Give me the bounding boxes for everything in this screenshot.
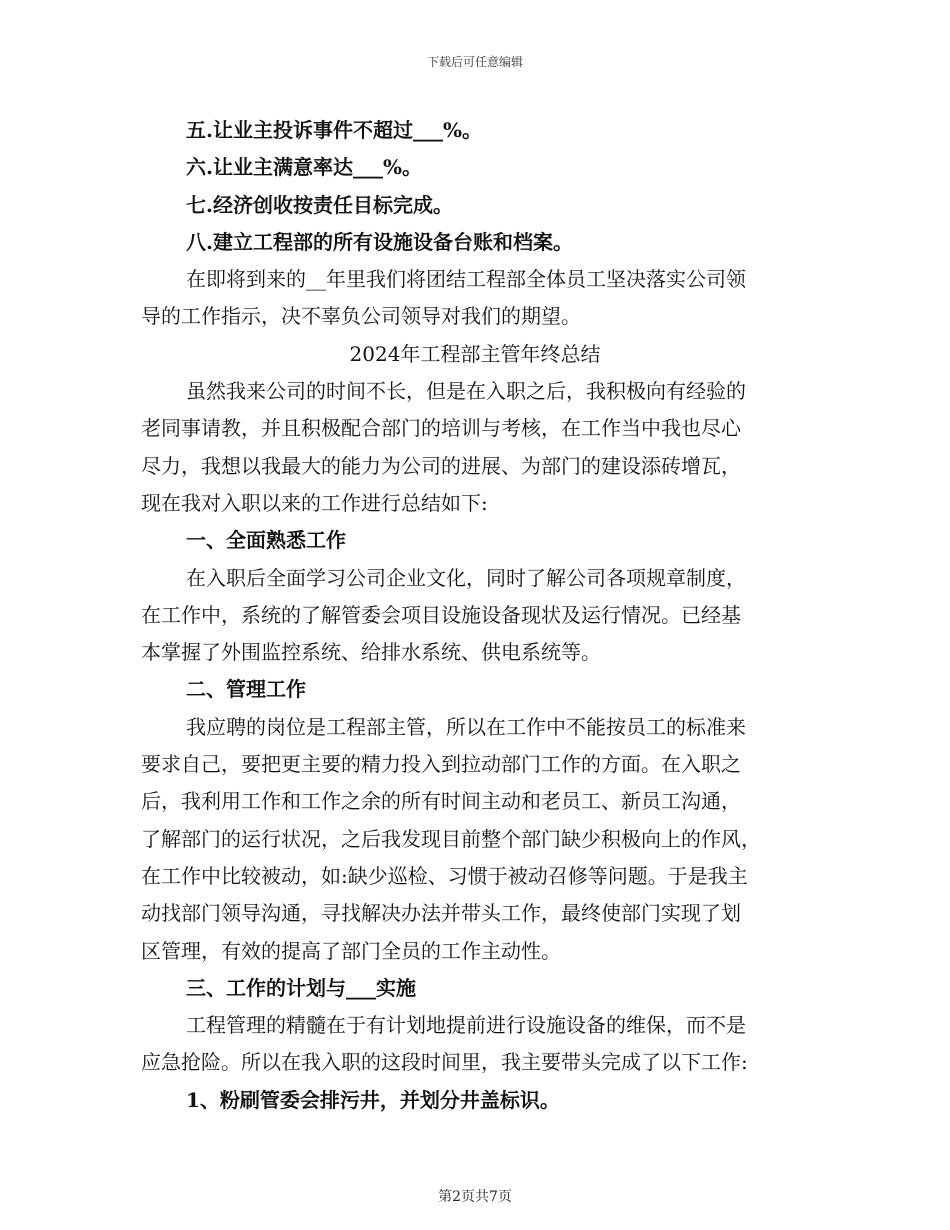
section-heading: 三、工作的计划与___实施 xyxy=(186,975,416,1000)
paragraph-line: 在即将到来的__年里我们将团结工程部全体员工坚决落实公司领 xyxy=(186,267,746,292)
paragraph-line: 在工作中比较被动，如:缺少巡检、习惯于被动召修等问题。于是我主 xyxy=(141,863,748,888)
page-header: 下载后可任意编辑 xyxy=(426,55,523,69)
paragraph-line: 工程管理的精髓在于有计划地提前进行设施设备的维保，而不是 xyxy=(186,1013,746,1038)
paragraph-line: 导的工作指示，决不辜负公司领导对我们的期望。 xyxy=(141,304,581,329)
section-heading: 七.经济创收按责任目标完成。 xyxy=(186,192,453,217)
document-body xyxy=(141,112,809,1119)
document-title: 2024年工程部主管年终总结 xyxy=(349,341,601,366)
section-heading: 一、全面熟悉工作 xyxy=(186,528,346,553)
paragraph-line: 现在我对入职以来的工作进行总结如下: xyxy=(141,490,488,515)
paragraph-line: 我应聘的岗位是工程部主管，所以在工作中不能按员工的标准来 xyxy=(186,714,746,739)
paragraph-line: 后，我利用工作和工作之余的所有时间主动和老员工、新员工沟通， xyxy=(141,789,741,814)
paragraph-line: 在入职后全面学习公司企业文化，同时了解公司各项规章制度， xyxy=(186,565,746,590)
section-heading: 二、管理工作 xyxy=(186,677,306,702)
paragraph-line: 在工作中，系统的了解管委会项目设施设备现状及运行情况。已经基 xyxy=(141,602,741,627)
page-footer: 第2页共7页 xyxy=(438,1189,512,1205)
paragraph-line: 尽力，我想以我最大的能力为公司的进展、为部门的建设添砖增瓦， xyxy=(141,453,741,478)
paragraph-line: 动找部门领导沟通，寻找解决办法并带头工作，最终使部门实现了划 xyxy=(141,901,741,926)
paragraph-line: 应急抢险。所以在我入职的这段时间里，我主要带头完成了以下工作: xyxy=(141,1050,748,1075)
paragraph-line: 本掌握了外围监控系统、给排水系统、供电系统等。 xyxy=(141,640,601,665)
paragraph-line: 了解部门的运行状况，之后我发现目前整个部门缺少积极向上的作风， xyxy=(141,826,761,851)
section-heading: 1、粉刷管委会排污井，并划分井盖标识。 xyxy=(186,1087,560,1112)
section-heading: 八.建立工程部的所有设施设备台账和档案。 xyxy=(186,229,573,254)
paragraph-line: 老同事请教，并且积极配合部门的培训与考核，在工作当中我也尽心 xyxy=(141,416,741,441)
section-heading: 六.让业主满意率达___%。 xyxy=(186,155,422,180)
section-heading: 五.让业主投诉事件不超过___%。 xyxy=(186,118,482,142)
paragraph-line: 虽然我来公司的时间不长，但是在入职之后，我积极向有经验的 xyxy=(186,379,746,404)
paragraph-line: 区管理，有效的提高了部门全员的工作主动性。 xyxy=(141,938,561,963)
paragraph-line: 要求自己，要把更主要的精力投入到拉动部门工作的方面。在入职之 xyxy=(141,752,741,777)
